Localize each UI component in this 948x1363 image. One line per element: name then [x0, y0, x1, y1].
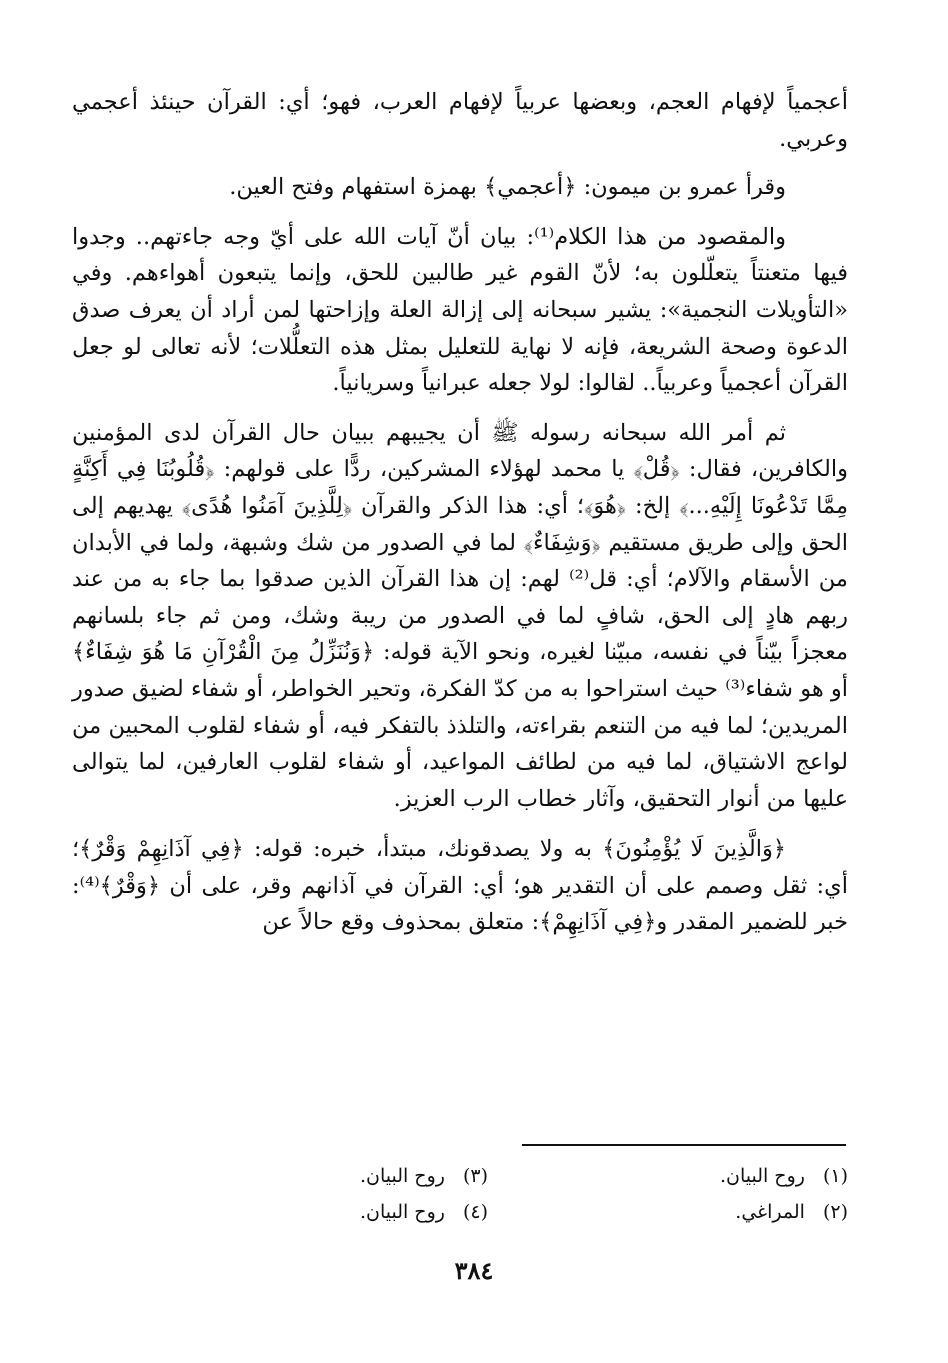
footnotes	[72, 1158, 848, 1230]
paragraph-3: والمقصود من هذا الكلام⁽¹⁾: بيان أنّ آيات الله على أيّ وجه جاءتهم.. وجدوا فيها متعنتاً يتعلّلون به؛ لأنّ القوم غير طالبين للحق، وإنما يتبعون أهواءهم. وفي «التأويلات النجمية»: يشير سبحانه إلى إزالة العلة وإزاحتها لمن أراد أن يعرف صدق الدعوة وصحة الشريعة، فإنه لا نهاية للتعليل بمثل هذه التعلُّلات؛ لأنه تعالى لو جعل القرآن أعجمياً وعربياً.. لقالوا: لولا جعله عبرانياً وسريانياً.	[72, 223, 848, 397]
footnote-row	[72, 1158, 848, 1194]
paragraph-5: ﴿وَالَّذِينَ لَا يُؤْمِنُونَ﴾ به ولا يصدقونك، مبتدأ، خبره: قوله: ﴿فِي آذَانِهِمْ وَقْرٌ﴾؛ أي: ثقل وصمم على أن التقدير هو؛ أي: القرآن في آذانهم وقر، على أن ﴿وَقْرٌ﴾⁽⁴⁾: خبر للضمير المقدر و﴿فِي آذَانِهِمْ﴾: متعلق بمحذوف وقع حالاً عن	[72, 836, 848, 936]
footnote-number: (٢)	[822, 1201, 848, 1223]
footnote-text: روح البيان.	[719, 1165, 805, 1187]
footnote-number: (٣)	[462, 1165, 488, 1187]
footnote-3	[128, 1158, 488, 1194]
page-number: ٣٨٤	[454, 1256, 494, 1285]
footnote-4	[128, 1194, 488, 1230]
footnote-text: روح البيان.	[359, 1201, 445, 1223]
footnote-text: المراغي.	[735, 1201, 805, 1223]
footnote-1	[488, 1158, 848, 1194]
footnote-text: روح البيان.	[359, 1165, 445, 1187]
footnote-2	[488, 1194, 848, 1230]
footnote-number: (١)	[822, 1165, 848, 1187]
footnote-row	[72, 1194, 848, 1230]
paragraph-4: ثم أمر الله سبحانه رسوله ﷺ أن يجيبهم ببيان حال القرآن لدى المؤمنين والكافرين، فقال: ﴿قُلْ﴾ يا محمد لهؤلاء المشركين، ردًّا على قولهم: ﴿قُلُوبُنَا فِي أَكِنَّةٍ مِمَّا تَدْعُونَا إِلَيْهِ...﴾ إلخ: ﴿هُوَ﴾؛ أي: هذا الذكر والقرآن ﴿لِلَّذِينَ آمَنُوا هُدًى﴾ يهديهم إلى الحق وإلى طريق مستقيم ﴿وَشِفَاءٌ﴾ لما في الصدور من شك وشبهة، ولما في الأبدان من الأسقام والآلام؛ أي: قل⁽²⁾ لهم: إن هذا القرآن الذين صدقوا بما جاء به من عند ربهم هادٍ إلى الحق، شافٍ لما في الصدور من ريبة وشك، ومن ثم جاء بلسانهم معجزاً بيّناً في نفسه، مبيّنا لغيره، ونحو الآية قوله: ﴿وَنُنَزِّلُ مِنَ الْقُرْآنِ مَا هُوَ شِفَاءٌ﴾ أو هو شفاء⁽³⁾ حيث استراحوا به من كدّ الفكرة، وتحير الخواطر، أو شفاء لضيق صدور المريدين؛ لما فيه من التنعم بقراءته، والتلذذ بالتفكر فيه، أو شفاء لقلوب المحبين من لواعج الاشتياق، لما فيه من لطائف المواعيد، أو شفاء لقلوب العارفين، لما يتوالى عليها من أنوار التحقيق، وآثار خطاب الرب العزيز.	[72, 419, 848, 812]
footnote-number: (٤)	[462, 1201, 488, 1223]
paragraph-1: أعجمياً لإفهام العجم، وبعضها عربياً لإفهام العرب، فهو؛ أي: القرآن حينئذ أعجمي وعربي.	[72, 89, 848, 152]
footnote-divider	[522, 1144, 846, 1146]
paragraph-2: وقرأ عمرو بن ميمون: ﴿أعجمي﴾ بهمزة استفهام وفتح العين.	[229, 174, 786, 201]
page-body	[72, 84, 848, 941]
